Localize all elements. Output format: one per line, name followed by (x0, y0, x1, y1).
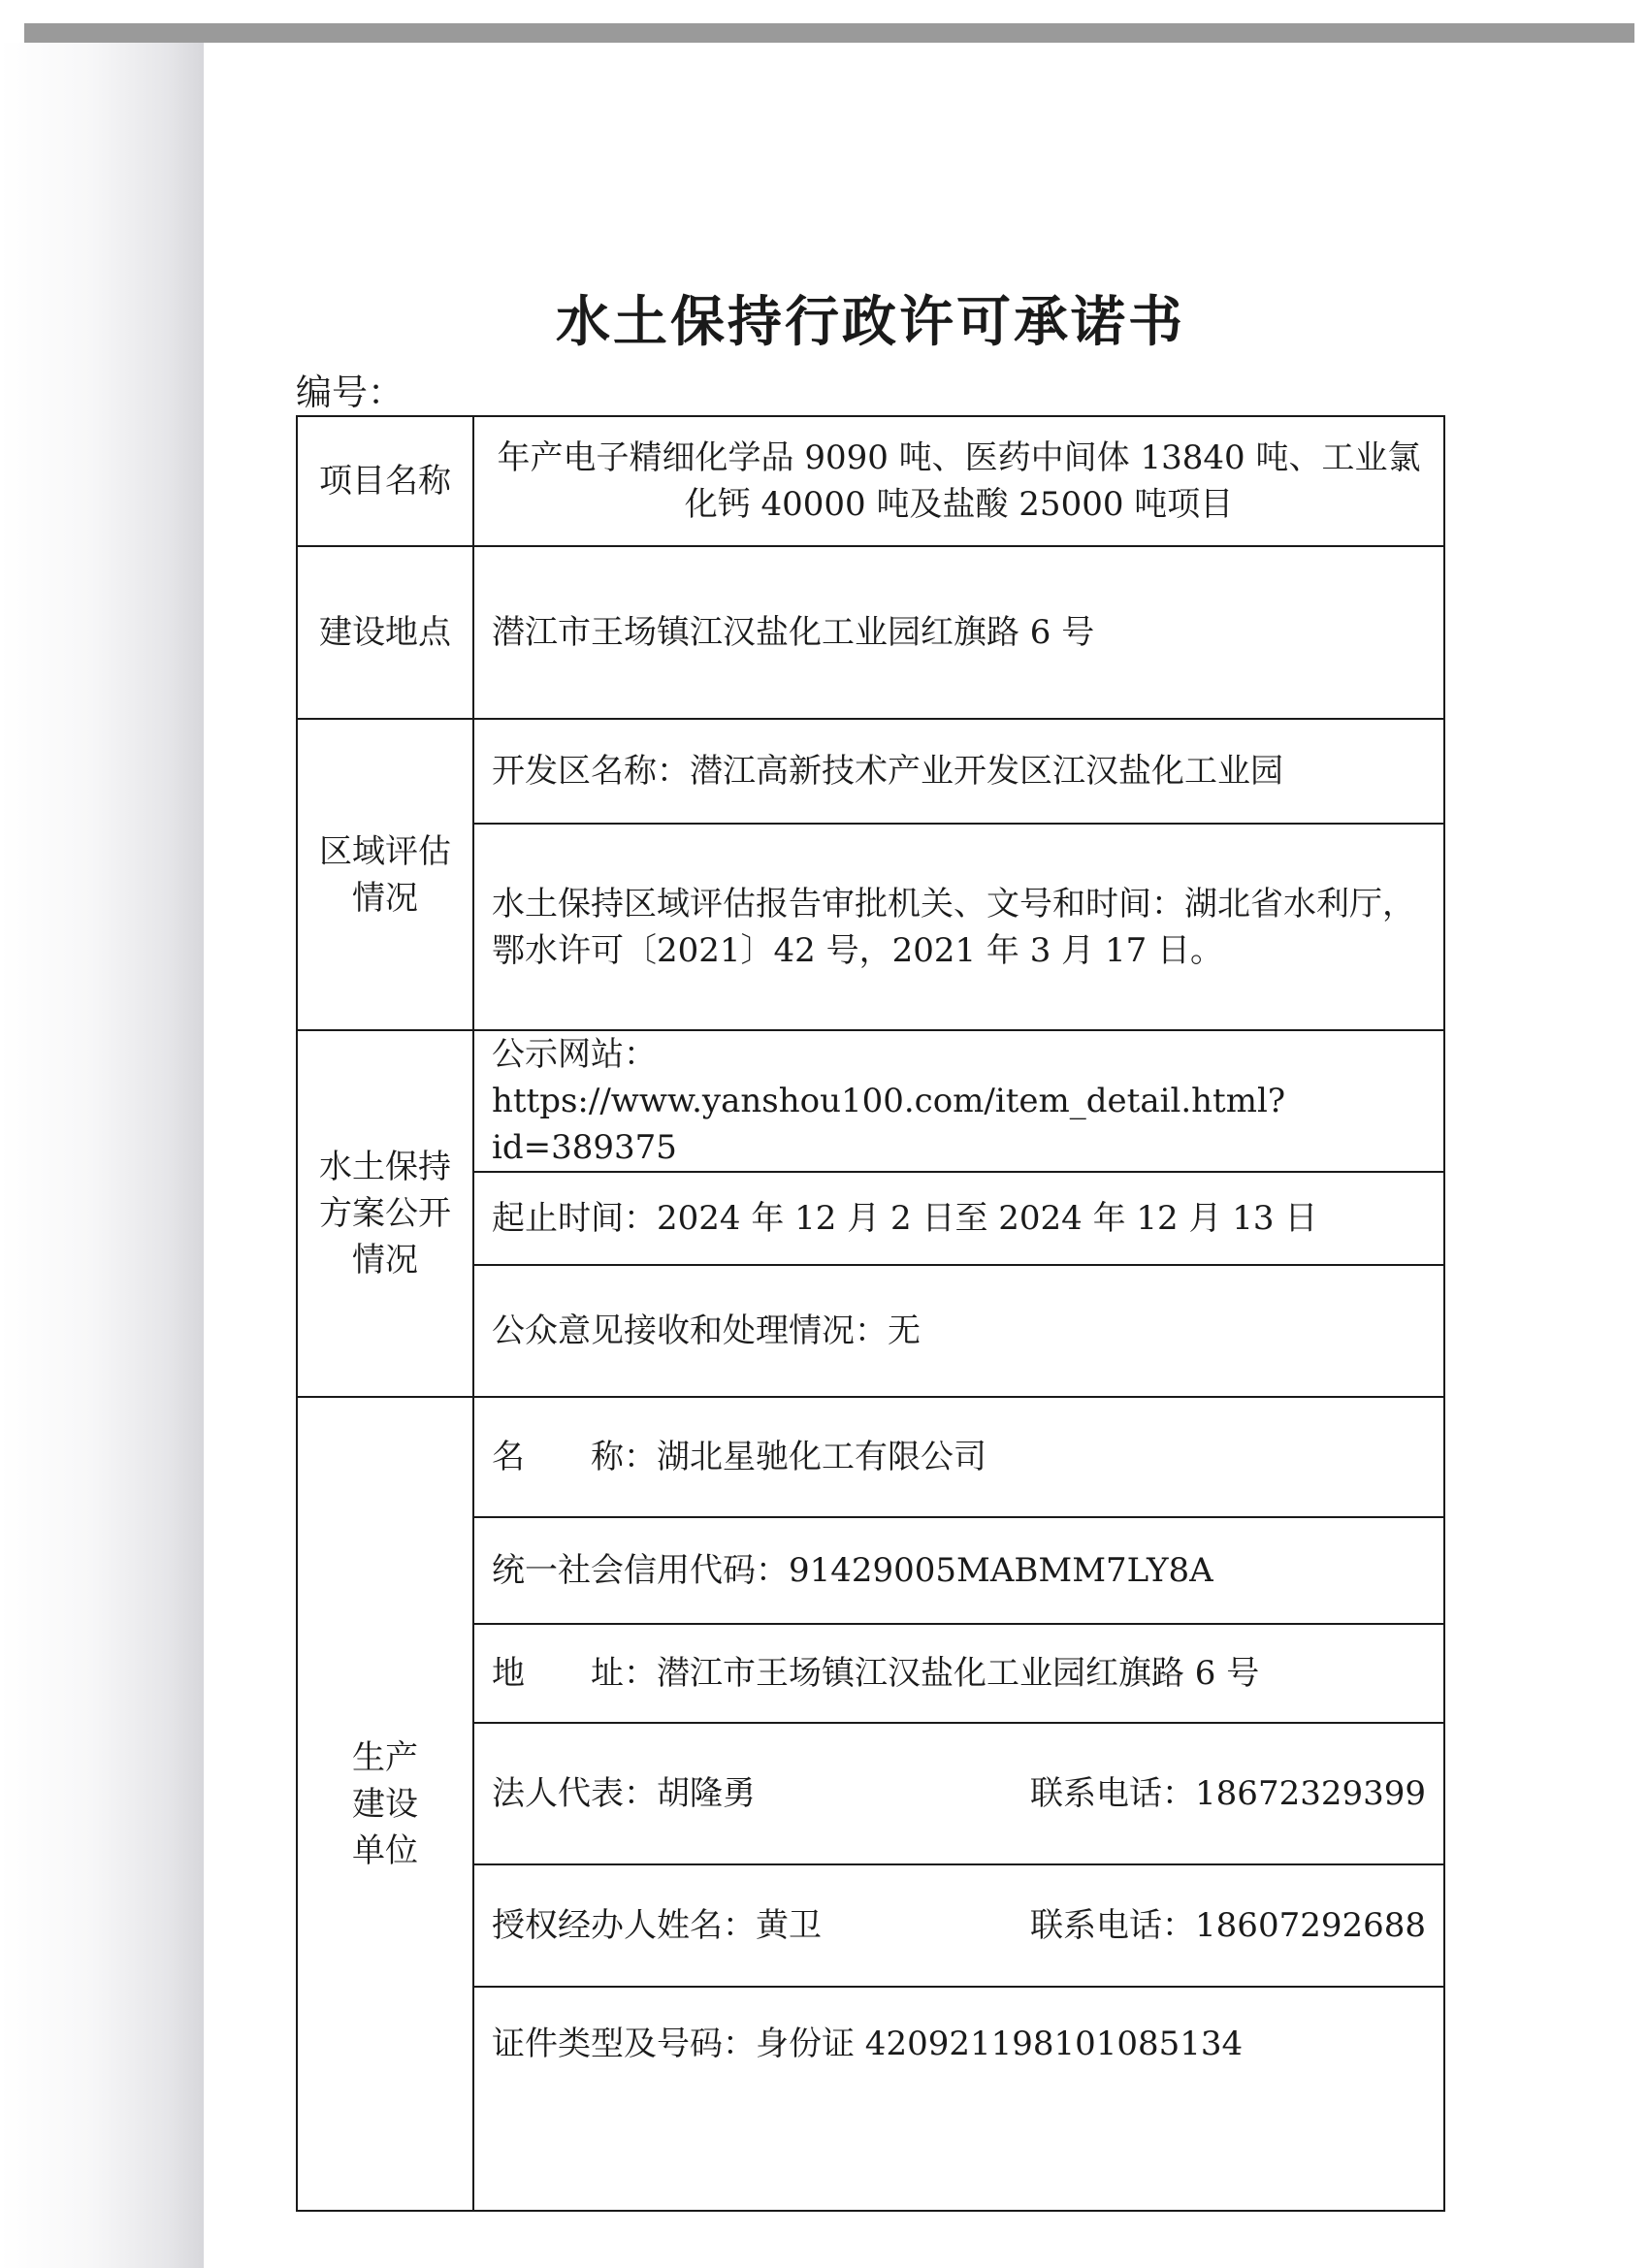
builder-label-line2: 建设 (352, 1784, 418, 1824)
plan-disclosure-label-line1: 水土保持 (319, 1148, 451, 1186)
plan-disclosure-label-line3: 情况 (352, 1241, 418, 1280)
scan-binding-shadow (0, 43, 204, 2268)
legal-representative-phone: 联系电话：18672329399 (1030, 1774, 1426, 1813)
document-title: 水土保持行政许可承诺书 (556, 290, 1185, 354)
credit-code: 统一社会信用代码：91429005MABMM7LY8A (473, 1517, 1444, 1624)
table-row (297, 546, 1444, 719)
company-name: 名 称：湖北星驰化工有限公司 (473, 1397, 1444, 1517)
regional-assessment-label-line2: 情况 (352, 878, 418, 918)
site-label: 建设地点 (297, 546, 473, 719)
table-row (297, 719, 1444, 824)
authorized-agent-cell (473, 1864, 1444, 1987)
site-value: 潜江市王场镇江汉盐化工业园红旗路 6 号 (473, 546, 1444, 719)
builder-label-line1: 生产 (352, 1737, 418, 1777)
disclosure-website-label: 公示网站： (492, 1035, 657, 1074)
project-name-value: 年产电子精细化学品 9090 吨、医药中间体 13840 吨、工业氯化钙 40000 吨及盐酸 25000 吨项目 (473, 416, 1444, 546)
regional-assessment-label-line1: 区域评估 (319, 831, 451, 871)
commitment-form-table (296, 415, 1445, 2212)
legal-representative: 法人代表：胡隆勇 (492, 1774, 756, 1813)
builder-label-line3: 单位 (352, 1831, 418, 1870)
plan-disclosure-label-line2: 方案公开 (319, 1194, 451, 1233)
table-row (297, 1397, 1444, 1517)
disclosure-website-cell (473, 1030, 1444, 1172)
project-name-label: 项目名称 (297, 416, 473, 546)
public-opinion: 公众意见接收和处理情况：无 (473, 1265, 1444, 1397)
development-zone-name: 开发区名称：潜江高新技术产业开发区江汉盐化工业园 (473, 719, 1444, 824)
plan-disclosure-label (297, 1030, 473, 1397)
id-document: 证件类型及号码：身份证 420921198101085134 (473, 1987, 1444, 2211)
scan-top-edge (24, 23, 1634, 43)
company-address: 地 址：潜江市王场镇江汉盐化工业园红旗路 6 号 (473, 1624, 1444, 1723)
authorized-agent-phone: 联系电话：18607292688 (1030, 1906, 1426, 1945)
table-row (297, 416, 1444, 546)
regional-assessment-label (297, 719, 473, 1030)
document-number-label: 编号： (296, 372, 404, 413)
builder-label (297, 1397, 473, 2211)
disclosure-website-url: https://www.yanshou100.com/item_detail.html?id=389375 (492, 1082, 1286, 1167)
regional-assessment-approval: 水土保持区域评估报告审批机关、文号和时间：湖北省水利厅，鄂水许可〔2021〕42 号，2021 年 3 月 17 日。 (473, 824, 1444, 1030)
table-row (297, 1030, 1444, 1172)
authorized-agent: 授权经办人姓名：黄卫 (492, 1906, 822, 1945)
disclosure-period: 起止时间：2024 年 12 月 2 日至 2024 年 12 月 13 日 (473, 1172, 1444, 1265)
legal-representative-cell (473, 1723, 1444, 1864)
